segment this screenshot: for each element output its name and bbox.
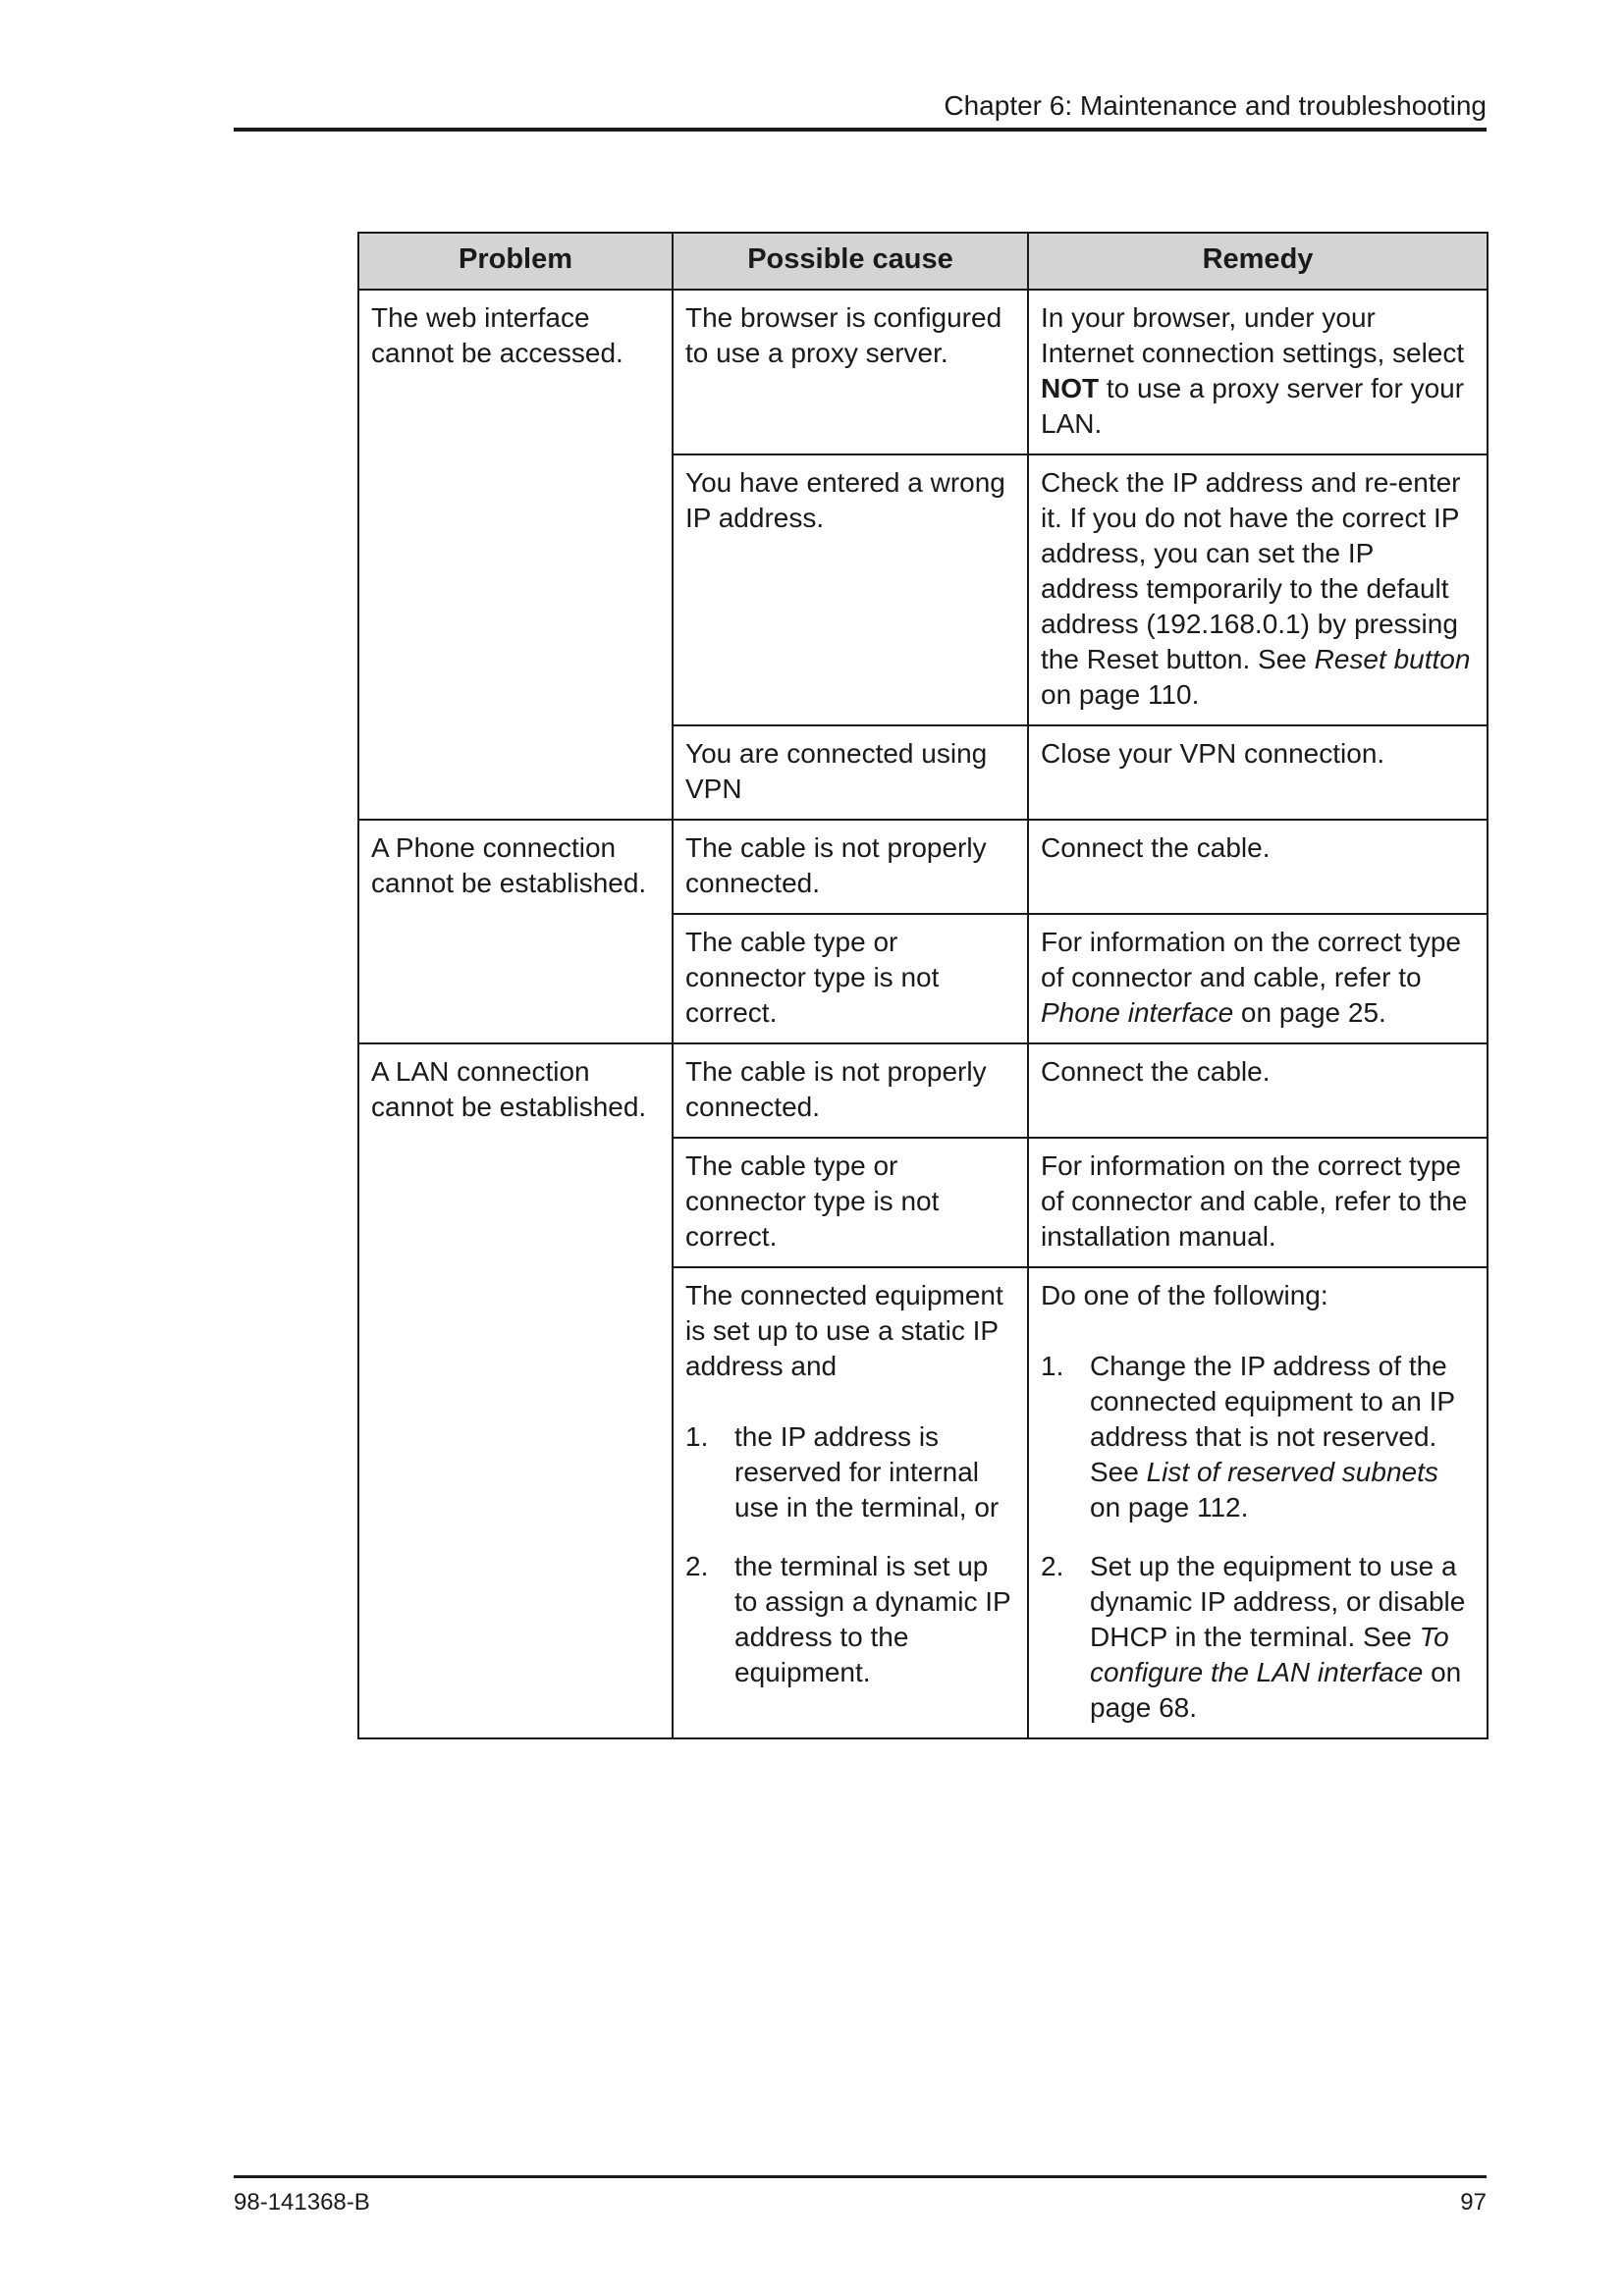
list-item-text — [1090, 1549, 1475, 1726]
cause-cell: You are connected using VPN — [673, 725, 1028, 820]
remedy-cell: Connect the cable. — [1028, 820, 1488, 914]
list-item-text: the terminal is set up to assign a dynamic IP address to the equipment. — [734, 1551, 1011, 1687]
cause-cell: The cable type or connector type is not correct. — [673, 914, 1028, 1043]
list-number: 1. — [1041, 1351, 1064, 1381]
chapter-title: Chapter 6: Maintenance and troubleshooting — [944, 90, 1487, 121]
list-number: 1. — [685, 1421, 709, 1452]
list-number: 2. — [1041, 1551, 1064, 1581]
cross-reference-link[interactable]: To configure the LAN interface — [1090, 1622, 1449, 1687]
cause-cell: The cable is not properly connected. — [673, 820, 1028, 914]
table-row — [358, 290, 1488, 454]
table-row — [358, 1043, 1488, 1138]
numbered-list — [1041, 1349, 1475, 1726]
problem-cell: The web interface cannot be accessed. — [358, 290, 673, 820]
remedy-cell — [1028, 290, 1488, 454]
remedy-text: on page 110. — [1041, 679, 1200, 710]
document-number: 98-141368-B — [234, 2189, 370, 2216]
cross-reference-link[interactable]: List of reserved subnets — [1146, 1457, 1438, 1487]
remedy-text: to use a proxy server for your LAN. — [1041, 373, 1465, 439]
page-number: 97 — [1460, 2189, 1487, 2216]
remedy-cell: Close your VPN connection. — [1028, 725, 1488, 820]
column-header-problem: Problem — [358, 233, 673, 290]
list-item — [685, 1419, 1015, 1525]
column-header-remedy: Remedy — [1028, 233, 1488, 290]
remedy-text: Change the IP address of the connected equipment to an IP address that is not reserved. See — [1090, 1351, 1455, 1487]
remedy-text: on page 112. — [1090, 1492, 1249, 1522]
remedy-text: Set up the equipment to use a dynamic IP address, or disable DHCP in the terminal. See — [1090, 1551, 1466, 1652]
footer-rule — [234, 2175, 1487, 2178]
cause-intro: The connected equipment is set up to use a static IP address and — [685, 1280, 1003, 1381]
list-number: 2. — [685, 1551, 709, 1581]
list-item — [685, 1549, 1015, 1690]
list-item-text — [1090, 1349, 1475, 1525]
cross-reference-link[interactable]: Phone interface — [1041, 997, 1234, 1028]
remedy-intro: Do one of the following: — [1041, 1280, 1328, 1310]
list-item — [1041, 1349, 1475, 1525]
problem-cell: A LAN connection cannot be established. — [358, 1043, 673, 1738]
problem-cell: A Phone connection cannot be established. — [358, 820, 673, 1043]
remedy-cell: For information on the correct type of connector and cable, refer to the installation manual. — [1028, 1138, 1488, 1267]
cause-cell: The browser is configured to use a proxy server. — [673, 290, 1028, 454]
list-item-text: the IP address is reserved for internal use in the terminal, or — [734, 1421, 1000, 1522]
remedy-cell — [1028, 454, 1488, 725]
cause-cell: You have entered a wrong IP address. — [673, 454, 1028, 725]
remedy-text: on page 68. — [1090, 1657, 1462, 1723]
remedy-text: Check the IP address and re-enter it. If you do not have the correct IP address, you can set the IP address temporarily to the default address (192.168.0.1) by pressing the Reset button. See — [1041, 467, 1461, 674]
cause-cell: The cable type or connector type is not correct. — [673, 1138, 1028, 1267]
troubleshooting-table — [357, 232, 1489, 1739]
remedy-text: For information on the correct type of connector and cable, refer to — [1041, 927, 1461, 992]
remedy-emphasis: NOT — [1041, 373, 1100, 403]
cause-cell: The cable is not properly connected. — [673, 1043, 1028, 1138]
table-row — [358, 820, 1488, 914]
header-rule — [234, 128, 1487, 132]
numbered-list — [685, 1419, 1015, 1690]
column-header-possible-cause: Possible cause — [673, 233, 1028, 290]
table-header-row — [358, 233, 1488, 290]
list-item — [1041, 1549, 1475, 1726]
remedy-cell — [1028, 914, 1488, 1043]
remedy-cell: Connect the cable. — [1028, 1043, 1488, 1138]
remedy-text: In your browser, under your Internet connection settings, select — [1041, 302, 1465, 368]
remedy-text: on page 25. — [1233, 997, 1386, 1028]
cross-reference-link[interactable]: Reset button — [1314, 644, 1471, 674]
cause-cell — [673, 1267, 1028, 1738]
remedy-cell — [1028, 1267, 1488, 1738]
